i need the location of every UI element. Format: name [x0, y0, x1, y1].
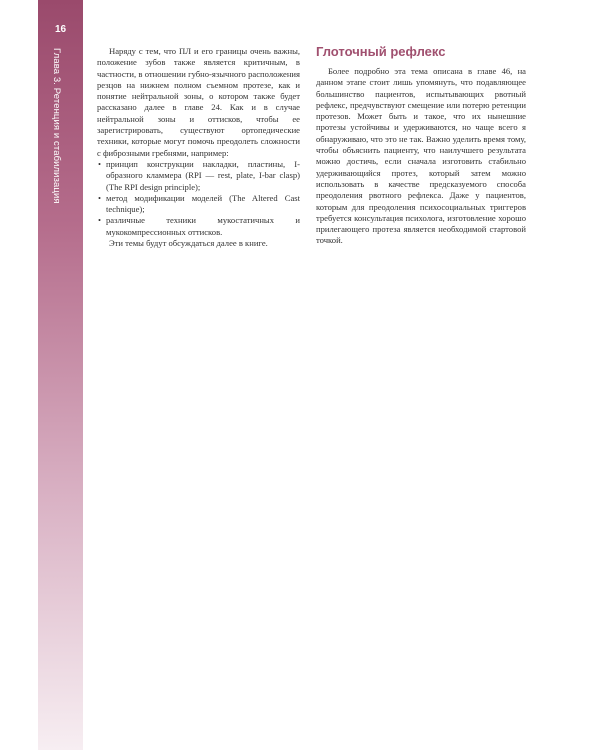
- chapter-title: Глава 3. Ретенция и стабилизация: [51, 48, 62, 204]
- list-item: • принцип конструкции накладки, пластины, I-образного кламмера (RPI — rest, plate, I-bar clasp) (The RPI design principle);: [97, 159, 300, 193]
- closing-paragraph: Эти темы будут обсуждаться далее в книге.: [109, 238, 268, 249]
- left-column: [97, 46, 300, 249]
- intro-paragraph: Наряду с тем, что ПЛ и его границы очень важны, положение зубов также является критичным, в частности, в отношении губно-язычного расположения резцов на нижнем полном съемном протезе, как и понятие нейтральной зоны, о котором также будет рассказано далее в главе 24. Как и в случае нейтральной зоны и оттисков, чтобы ее зарегистрировать, существуют ортопедические техники, которые могут помочь преодолеть сложности с фиброзными гребнями, например:: [97, 46, 300, 158]
- gag-reflex-paragraph: Более подробно эта тема описана в главе 46, на данном этапе стоит лишь упомянуть, что подавляющее большинство пациентов, испытывающих рвотный рефлекс, предчувствуют смещение или потерю ретенции протезов. Может быть и такое, что их нынешние протезы устойчивы и удерживаются, но чаще всего я обнаруживаю, что это не так. Важно уделить время тому, чтобы объяснить пациенту, что наилучшего результата можно достичь, если сначала изготовить стабильно удерживающийся протез, который затем можно использовать в качестве предсказуемого способа преодоления рвотного рефлекса. Даже у пациентов, которым для преодоления психосоциальных триггеров требуется консультация психолога, изготовление хорошо прилегающего протеза является необходимой стартовой точкой.: [316, 66, 526, 246]
- section-heading: Глоточный рефлекс: [316, 44, 446, 59]
- right-column: [316, 44, 526, 247]
- page-number: 16: [54, 24, 67, 35]
- list-item: • метод модификации моделей (The Altered Cast technique);: [97, 193, 300, 216]
- technique-list: [97, 159, 300, 238]
- list-item: • различные техники мукостатичных и мукокомпрессионных оттисков.: [97, 215, 300, 238]
